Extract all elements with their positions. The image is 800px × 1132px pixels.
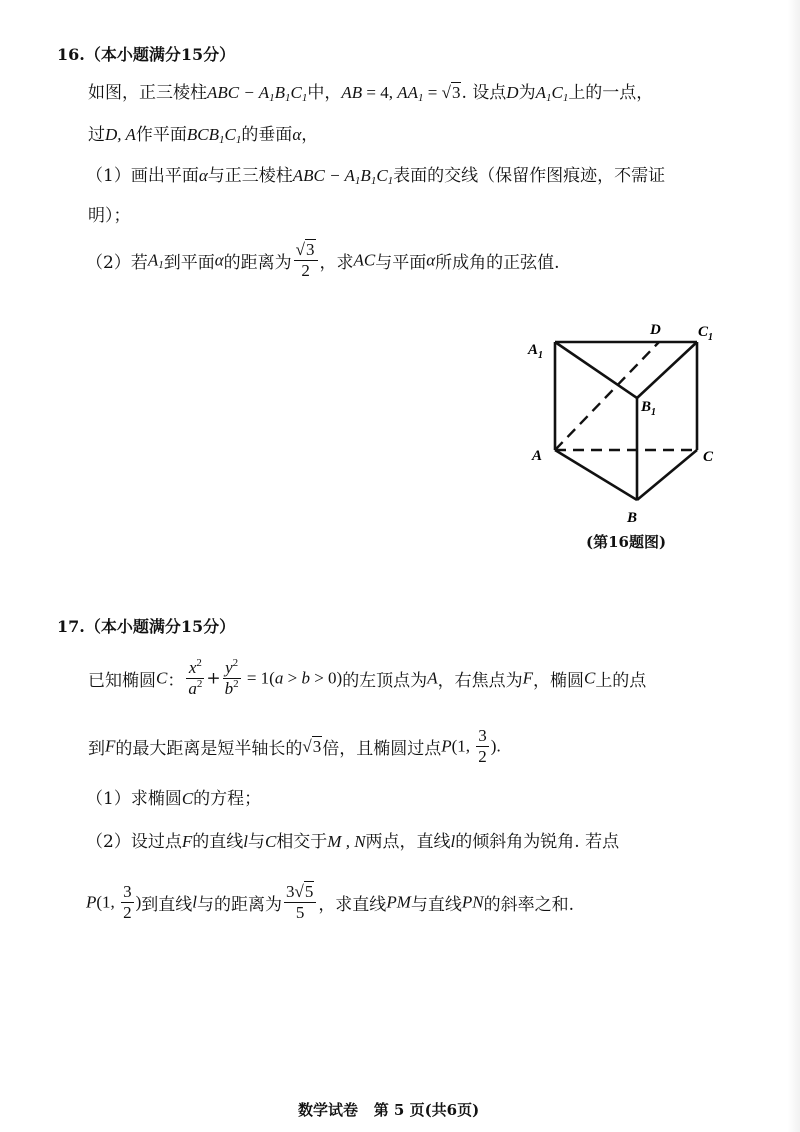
q16-statement-line2 <box>88 120 318 145</box>
ellipse-c: C <box>583 668 596 688</box>
ellipse-c: C <box>156 668 168 688</box>
q17-text: 已知椭圆 <box>88 671 156 691</box>
var-a: a <box>188 679 197 698</box>
fraction-y2-b2 <box>223 658 241 699</box>
math-ab: AB <box>341 83 363 102</box>
q17-text: ，椭圆 <box>532 671 584 691</box>
var-a: a <box>274 668 284 688</box>
point-a: A <box>427 668 438 688</box>
q16-text: . 设点 <box>461 83 507 103</box>
footer-page-number: 第 5 页 <box>373 1101 425 1119</box>
q17-text: （2）设过点 <box>86 832 182 852</box>
q17-text: 的左顶点为 <box>342 671 428 691</box>
subscript: 1 <box>269 92 275 104</box>
label-a1: $A_1$ <box>528 342 544 361</box>
edge-ab <box>555 450 637 500</box>
edge-bc <box>637 450 697 500</box>
prism-name: ABC − A <box>207 83 270 102</box>
q17-heading: 17.（本小题满分15分） <box>57 617 236 636</box>
plane-alpha: α <box>214 250 224 270</box>
coord: (1, <box>96 892 120 912</box>
prism-name: B <box>360 166 371 185</box>
subscript: 1 <box>562 92 569 104</box>
fraction-sqrt3-over-2: $\frac{√3}{2}$ <box>294 240 318 281</box>
label-b1: $B_1$ <box>641 399 657 418</box>
ellipse-c: C <box>181 789 194 808</box>
q17-text: 两点，直线 <box>365 832 451 852</box>
q17-part1 <box>86 784 261 809</box>
label-b: B <box>627 510 638 526</box>
q17-text: 的直线 <box>192 832 244 852</box>
q17-text: 到 <box>88 739 105 759</box>
page-footer <box>298 1099 479 1120</box>
exponent: 2 <box>233 678 239 690</box>
subscript: 1 <box>354 175 361 187</box>
math-gt: > 0) <box>309 668 343 688</box>
math-eq: = <box>423 83 442 102</box>
q17-statement-line2 <box>88 726 501 767</box>
plane-alpha: α <box>426 250 436 270</box>
math-eq: = 1( <box>242 668 275 688</box>
segment-a1c1: C <box>551 83 563 102</box>
plane-alpha: α <box>292 125 302 144</box>
footer-subject: 数学试卷 <box>298 1101 359 1119</box>
line-l: l <box>192 892 197 912</box>
fraction-3-over-2 <box>121 882 134 923</box>
numerator: 3 <box>123 882 132 901</box>
prism-name: C <box>290 83 302 102</box>
radicand: 3 <box>312 736 322 756</box>
q16-text: 为 <box>518 83 536 103</box>
math-aa1: AA <box>397 83 419 102</box>
plane-bcb1c1: BCB <box>186 125 219 144</box>
points-m-n: M , N <box>327 832 366 851</box>
q16-text: 表面的交线（保留作图痕迹，不需证 <box>393 166 666 186</box>
label-a: A <box>532 448 543 464</box>
math-eq: = 4, <box>362 83 398 102</box>
line-l: l <box>243 832 248 851</box>
point-f: F <box>522 668 533 688</box>
q16-text: 的距离为 <box>223 253 292 273</box>
point-a1: A <box>147 250 159 270</box>
edge-a1b1 <box>555 342 637 398</box>
exponent: 2 <box>196 657 202 669</box>
q17-part2 <box>86 827 619 852</box>
prism-name: B <box>274 83 286 102</box>
sqrt-3: √3 <box>302 736 322 756</box>
radicand: 5 <box>304 882 314 901</box>
edge-b1c1 <box>637 342 697 398</box>
denominator: 2 <box>301 261 310 280</box>
prism-name: ABC − A <box>292 166 355 185</box>
q16-text: 如图，正三棱柱 <box>88 83 207 103</box>
page-edge-shadow <box>788 0 800 1132</box>
q16-text: 上的一点， <box>568 83 654 103</box>
var-y: y <box>225 658 233 677</box>
denominator: 5 <box>295 903 305 922</box>
point-f: F <box>105 736 116 756</box>
q17-part2-cont <box>86 882 574 923</box>
plane-alpha: α <box>198 166 208 185</box>
q16-text: 所成角的正弦值. <box>435 253 560 273</box>
q16-text: 中， <box>307 83 342 103</box>
radicand: 3 <box>306 240 315 259</box>
q17-text: ： <box>167 671 185 691</box>
point-d: D <box>506 83 519 102</box>
plane-bcb1c1: C <box>224 125 236 144</box>
segment-a1c1: A <box>535 83 546 102</box>
q16-text: （1）画出平面 <box>86 166 199 186</box>
denominator: 2 <box>478 747 487 766</box>
var-x: x <box>188 658 197 677</box>
sqrt-3: √3 <box>441 83 461 102</box>
q16-text: 明）； <box>88 206 131 226</box>
footer-total-pages: (共6页) <box>424 1101 480 1119</box>
radicand: 3 <box>451 83 461 102</box>
q17-text: 与的距离为 <box>196 895 282 915</box>
q17-text: 与 <box>247 832 265 852</box>
q16-text: ， <box>301 125 319 145</box>
q17-text: 上的点 <box>595 671 647 691</box>
subscript: 1 <box>218 134 225 146</box>
label-d: D <box>650 322 661 338</box>
q17-text: 的方程； <box>193 789 262 809</box>
math-gt: > <box>283 668 302 688</box>
q16-part1 <box>86 161 665 186</box>
segment-ad-hidden <box>555 342 659 450</box>
line-l: l <box>450 832 456 851</box>
q17-text: （1）求椭圆 <box>86 789 182 809</box>
q16-text: ，求 <box>319 253 354 273</box>
fraction-3-over-2 <box>476 726 489 767</box>
q16-part2 <box>86 240 560 281</box>
var-b: b <box>301 668 310 688</box>
point-p: P <box>86 892 97 912</box>
q16-text: 与正三棱柱 <box>207 166 293 186</box>
q16-statement-line1 <box>88 78 653 103</box>
q17-text: ，求直线 <box>318 895 387 915</box>
q17-text: 到直线 <box>141 895 193 915</box>
line-pn: PN <box>461 892 484 912</box>
label-c: C <box>703 449 714 465</box>
subscript: 1 <box>418 92 424 104</box>
q16-text: 的垂面 <box>241 125 293 145</box>
q17-text: 的最大距离是短半轴长的 <box>115 739 303 759</box>
exponent: 2 <box>196 678 203 690</box>
figure-caption: (第16题图) <box>586 533 667 551</box>
q17-text: ，右焦点为 <box>437 671 523 691</box>
q17-text: 与直线 <box>410 895 462 915</box>
coord: ). <box>490 736 501 756</box>
var-b: b <box>224 679 234 698</box>
label-c1: $C_1$ <box>698 324 714 343</box>
ellipse-c: C <box>264 832 277 851</box>
q17-text: 的斜率之和. <box>483 895 574 915</box>
subscript: 1 <box>545 92 552 104</box>
subscript: 1 <box>235 134 242 146</box>
line-pm: PM <box>386 892 411 912</box>
q16-text: 到平面 <box>163 253 215 273</box>
fraction-x2-a2 <box>186 658 204 699</box>
point-f: F <box>181 832 193 851</box>
coord: ) <box>135 892 142 912</box>
subscript: 1 <box>370 175 377 187</box>
q16-text: 作平面 <box>135 125 187 145</box>
q16-part1-cont <box>88 201 131 226</box>
q16-text: 过 <box>88 125 105 145</box>
q16-prism-figure <box>520 315 735 565</box>
exponent: 2 <box>232 657 239 669</box>
subscript: 1 <box>285 92 291 104</box>
coefficient: 3 <box>285 882 295 901</box>
fraction-3sqrt5-over-5: $\frac{3√5}{5}$ <box>284 882 316 923</box>
q17-text: 相交于 <box>276 832 328 852</box>
subscript: 1 <box>387 175 394 187</box>
q17-text: 的倾斜角为锐角. 若点 <box>455 832 620 852</box>
subscript: 1 <box>158 259 164 271</box>
numerator: 3 <box>478 726 487 745</box>
plus-sign: + <box>206 668 221 689</box>
coord: (1, <box>451 736 475 756</box>
denominator: 2 <box>123 903 132 922</box>
segment-ac: AC <box>353 250 376 270</box>
prism-name: C <box>376 166 388 185</box>
q16-heading: 16.（本小题满分15分） <box>57 45 236 64</box>
points-d-a: D, A <box>105 125 136 144</box>
q16-text: 与平面 <box>375 253 427 273</box>
q17-statement-line1 <box>88 658 646 699</box>
subscript: 1 <box>301 92 308 104</box>
q17-text: 倍，且椭圆过点 <box>322 739 442 759</box>
q16-text: （2）若 <box>86 253 148 273</box>
point-p: P <box>441 736 452 756</box>
